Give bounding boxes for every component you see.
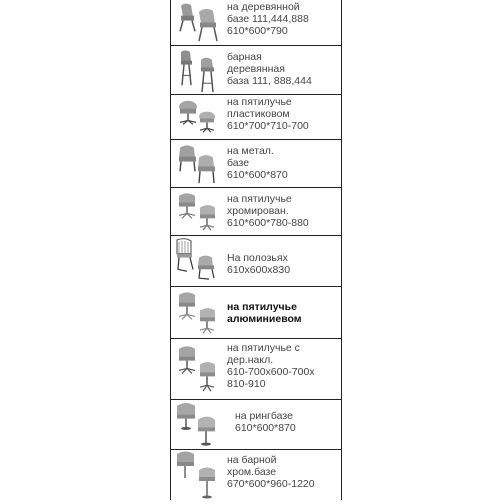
table-row — [171, 140, 341, 188]
table-row — [171, 95, 341, 140]
item-line: на пятилучье — [227, 193, 292, 205]
item-line: дер.накл. — [227, 354, 274, 366]
chair-metal-base-icon — [171, 140, 223, 187]
chair-aluminium-star-base-icon — [171, 287, 223, 338]
item-line: 610*600*790 — [227, 25, 288, 37]
item-line: 610х600х830 — [227, 264, 291, 276]
chair-base-options-table — [170, 0, 342, 500]
table-row — [171, 400, 341, 450]
item-line: 670*600*960-1220 — [227, 478, 315, 490]
item-line: пластиковом — [227, 108, 290, 120]
item-line: алюминиевом — [227, 313, 302, 325]
item-line: 610*600*780-880 — [227, 217, 309, 229]
item-line: 610*600*870 — [235, 422, 296, 434]
item-line: на пятилучье — [227, 301, 297, 313]
item-line: на рингбазе — [235, 410, 293, 422]
item-line: на метал. — [227, 145, 274, 157]
chair-star-base-wood-overlay-icon — [171, 339, 223, 399]
item-line: хромирован. — [227, 205, 289, 217]
item-line: на пятилучье — [227, 96, 292, 108]
chair-sled-base-icon — [171, 236, 223, 286]
item-line: деревянная — [227, 63, 285, 75]
item-line: 610*600*870 — [227, 169, 288, 181]
bar-chair-wooden-base-icon — [171, 46, 223, 94]
item-line: хром.базе — [227, 466, 277, 478]
item-line: базе — [227, 157, 250, 169]
table-row — [171, 287, 341, 339]
chair-plastic-star-base-icon — [171, 95, 223, 139]
table-row — [171, 0, 341, 46]
item-line: на пятилучье с — [227, 342, 300, 354]
item-line: 610-700х600-700х — [227, 366, 315, 378]
table-row — [171, 46, 341, 95]
item-line: 810-910 — [227, 378, 266, 390]
item-line: барная — [227, 51, 262, 63]
chair-ring-base-icon — [171, 400, 223, 449]
bar-chair-chrome-base-icon — [171, 450, 223, 500]
item-line: на барной — [227, 454, 277, 466]
item-line: на деревянной — [227, 1, 300, 13]
table-row — [171, 450, 341, 500]
chair-chrome-star-base-icon — [171, 188, 223, 235]
item-line: базе 111,444,888 — [227, 13, 309, 25]
table-row — [171, 188, 341, 236]
item-line: На полозьях — [227, 252, 288, 264]
item-line: база 111, 888,444 — [227, 75, 312, 87]
item-line: 610*700*710-700 — [227, 120, 309, 132]
table-row — [171, 339, 341, 400]
chair-wooden-base-icon — [171, 0, 223, 45]
table-row — [171, 236, 341, 287]
